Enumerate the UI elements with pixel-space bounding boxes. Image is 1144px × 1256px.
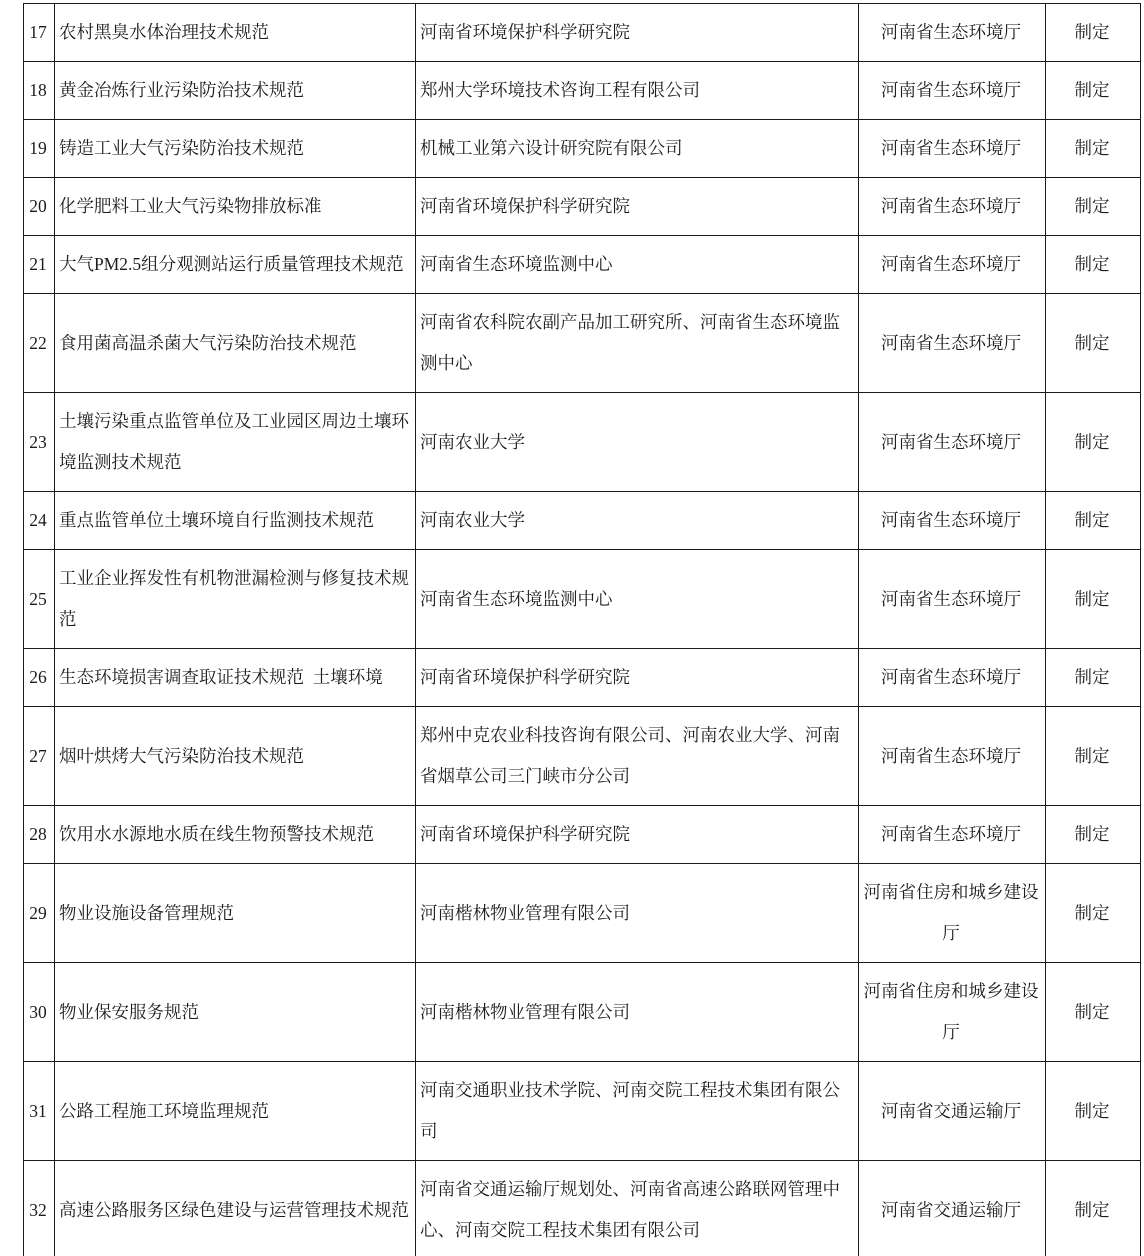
drafting-org-cell: 河南楷林物业管理有限公司 (416, 963, 859, 1062)
action-cell: 制定 (1046, 62, 1141, 120)
authority-cell: 河南省生态环境厅 (859, 492, 1046, 550)
standard-name-cell: 烟叶烘烤大气污染防治技术规范 (55, 707, 416, 806)
row-number-cell: 28 (24, 806, 55, 864)
row-number-cell: 22 (24, 294, 55, 393)
drafting-org-cell: 河南省环境保护科学研究院 (416, 4, 859, 62)
table-row (24, 550, 1141, 649)
authority-cell: 河南省生态环境厅 (859, 393, 1046, 492)
table-row (24, 178, 1141, 236)
row-number-cell: 30 (24, 963, 55, 1062)
drafting-org-cell: 河南楷林物业管理有限公司 (416, 864, 859, 963)
row-number-cell: 26 (24, 649, 55, 707)
action-cell: 制定 (1046, 864, 1141, 963)
action-cell: 制定 (1046, 806, 1141, 864)
standard-name-cell: 铸造工业大气污染防治技术规范 (55, 120, 416, 178)
row-number-cell: 24 (24, 492, 55, 550)
drafting-org-cell: 河南农业大学 (416, 492, 859, 550)
table-row (24, 707, 1141, 806)
table-row (24, 864, 1141, 963)
table-row (24, 294, 1141, 393)
authority-cell: 河南省生态环境厅 (859, 294, 1046, 393)
row-number-cell: 29 (24, 864, 55, 963)
row-number-cell: 19 (24, 120, 55, 178)
action-cell: 制定 (1046, 707, 1141, 806)
action-cell: 制定 (1046, 120, 1141, 178)
row-number-cell: 18 (24, 62, 55, 120)
drafting-org-cell: 郑州大学环境技术咨询工程有限公司 (416, 62, 859, 120)
table-row (24, 492, 1141, 550)
action-cell: 制定 (1046, 492, 1141, 550)
drafting-org-cell: 河南省环境保护科学研究院 (416, 649, 859, 707)
standard-name-cell: 大气PM2.5组分观测站运行质量管理技术规范 (55, 236, 416, 294)
table-row (24, 4, 1141, 62)
authority-cell: 河南省生态环境厅 (859, 236, 1046, 294)
action-cell: 制定 (1046, 393, 1141, 492)
authority-cell: 河南省交通运输厅 (859, 1062, 1046, 1161)
table-row (24, 963, 1141, 1062)
drafting-org-cell: 河南省生态环境监测中心 (416, 550, 859, 649)
standard-name-cell: 工业企业挥发性有机物泄漏检测与修复技术规范 (55, 550, 416, 649)
action-cell: 制定 (1046, 236, 1141, 294)
authority-cell: 河南省交通运输厅 (859, 1161, 1046, 1256)
row-number-cell: 17 (24, 4, 55, 62)
standard-name-cell: 黄金冶炼行业污染防治技术规范 (55, 62, 416, 120)
drafting-org-cell: 河南农业大学 (416, 393, 859, 492)
drafting-org-cell: 河南省交通运输厅规划处、河南省高速公路联网管理中心、河南交院工程技术集团有限公司 (416, 1161, 859, 1256)
authority-cell: 河南省生态环境厅 (859, 120, 1046, 178)
row-number-cell: 20 (24, 178, 55, 236)
row-number-cell: 31 (24, 1062, 55, 1161)
table-row (24, 806, 1141, 864)
drafting-org-cell: 河南省环境保护科学研究院 (416, 178, 859, 236)
table-row (24, 393, 1141, 492)
row-number-cell: 25 (24, 550, 55, 649)
table-row (24, 649, 1141, 707)
standard-name-cell: 化学肥料工业大气污染物排放标准 (55, 178, 416, 236)
standard-name-cell: 公路工程施工环境监理规范 (55, 1062, 416, 1161)
standard-name-cell: 生态环境损害调查取证技术规范 土壤环境 (55, 649, 416, 707)
drafting-org-cell: 机械工业第六设计研究院有限公司 (416, 120, 859, 178)
standard-name-cell: 农村黑臭水体治理技术规范 (55, 4, 416, 62)
standard-name-cell: 土壤污染重点监管单位及工业园区周边土壤环境监测技术规范 (55, 393, 416, 492)
standards-table (23, 3, 1141, 1256)
table-row (24, 236, 1141, 294)
standard-name-cell: 饮用水水源地水质在线生物预警技术规范 (55, 806, 416, 864)
action-cell: 制定 (1046, 294, 1141, 393)
row-number-cell: 21 (24, 236, 55, 294)
drafting-org-cell: 河南交通职业技术学院、河南交院工程技术集团有限公司 (416, 1062, 859, 1161)
standard-name-cell: 高速公路服务区绿色建设与运营管理技术规范 (55, 1161, 416, 1256)
row-number-cell: 23 (24, 393, 55, 492)
standard-name-cell: 物业设施设备管理规范 (55, 864, 416, 963)
table-row (24, 62, 1141, 120)
authority-cell: 河南省生态环境厅 (859, 62, 1046, 120)
authority-cell: 河南省生态环境厅 (859, 806, 1046, 864)
table-row (24, 120, 1141, 178)
table-body (24, 4, 1141, 1256)
action-cell: 制定 (1046, 963, 1141, 1062)
authority-cell: 河南省生态环境厅 (859, 649, 1046, 707)
drafting-org-cell: 郑州中克农业科技咨询有限公司、河南农业大学、河南省烟草公司三门峡市分公司 (416, 707, 859, 806)
authority-cell: 河南省住房和城乡建设厅 (859, 864, 1046, 963)
standard-name-cell: 食用菌高温杀菌大气污染防治技术规范 (55, 294, 416, 393)
action-cell: 制定 (1046, 1161, 1141, 1256)
action-cell: 制定 (1046, 178, 1141, 236)
authority-cell: 河南省生态环境厅 (859, 550, 1046, 649)
authority-cell: 河南省生态环境厅 (859, 4, 1046, 62)
table-row (24, 1062, 1141, 1161)
authority-cell: 河南省生态环境厅 (859, 707, 1046, 806)
action-cell: 制定 (1046, 4, 1141, 62)
drafting-org-cell: 河南省农科院农副产品加工研究所、河南省生态环境监测中心 (416, 294, 859, 393)
action-cell: 制定 (1046, 649, 1141, 707)
authority-cell: 河南省生态环境厅 (859, 178, 1046, 236)
table-row (24, 1161, 1141, 1256)
row-number-cell: 32 (24, 1161, 55, 1256)
standard-name-cell: 物业保安服务规范 (55, 963, 416, 1062)
drafting-org-cell: 河南省环境保护科学研究院 (416, 806, 859, 864)
drafting-org-cell: 河南省生态环境监测中心 (416, 236, 859, 294)
action-cell: 制定 (1046, 550, 1141, 649)
standard-name-cell: 重点监管单位土壤环境自行监测技术规范 (55, 492, 416, 550)
action-cell: 制定 (1046, 1062, 1141, 1161)
authority-cell: 河南省住房和城乡建设厅 (859, 963, 1046, 1062)
row-number-cell: 27 (24, 707, 55, 806)
